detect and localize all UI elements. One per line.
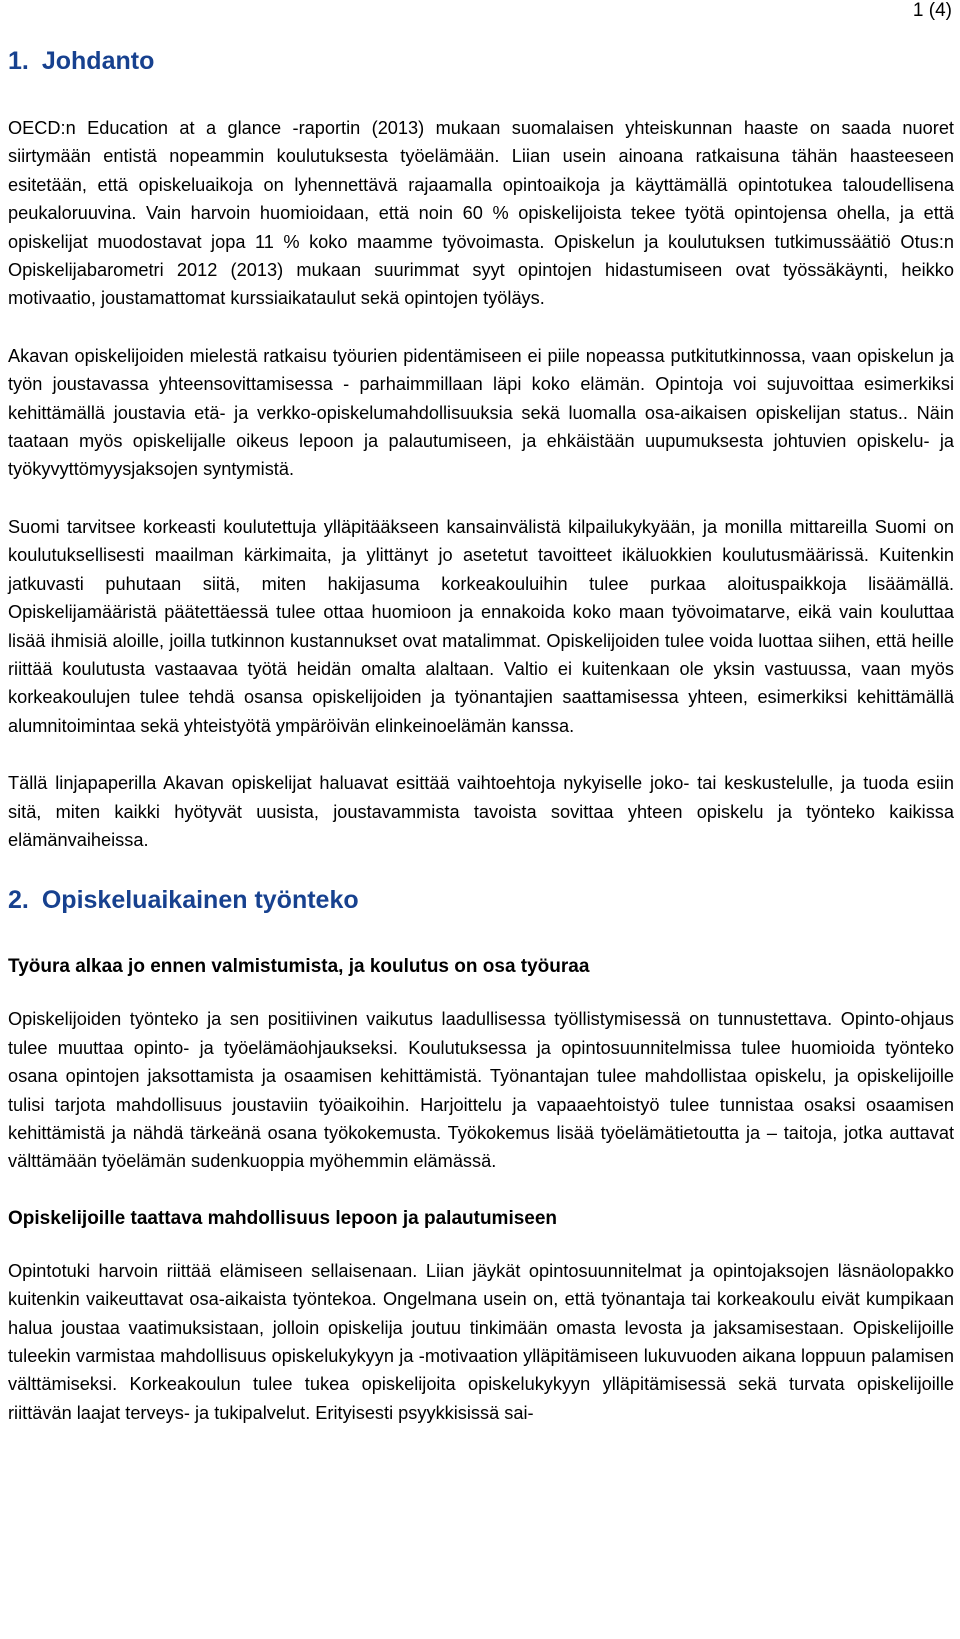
paragraph: OECD:n Education at a glance -raportin (2013) mukaan suomalaisen yhteiskunnan haaste on saada nuoret siirtymään entistä nopeammin koulutuksesta työelämään. Liian usein ainoana ratkaisuna tähän haasteeseen esitetään, että opiskeluaikoja on lyhennettävä rajaamalla opintoaikoja ja käyttämällä opintotukea taloudellisena peukaloruuvina. Vain harvoin huomioidaan, että noin 60 % opiskelijoista tekee työtä opintojensa ohella, ja että opiskelijat muodostavat jopa 11 % koko maamme työvoimasta. Opiskelun ja koulutuksen tutkimussäätiö Otus:n Opiskelijabarometri 2012 (2013) mukaan suurimmat syyt opintojen hidastumiseen ovat työssäkäynti, heikko motivaatio, joustamattomat kurssiaikataulut sekä opintojen työläys. [8,118,954,309]
paragraph: Tällä linjapaperilla Akavan opiskelijat haluavat esittää vaihtoehtoja nykyiselle joko- tai keskustelulle, ja tuoda esiin sitä, miten kaikki hyötyvät uusista, joustavammista tavoista sovittaa yhteen opiskelu ja työnteko kaikissa elämänvaiheissa. [8,773,954,850]
section-heading-opiskeluaikainen-tyonteko [8,883,954,917]
page-number: 1 (4) [912,0,952,21]
paragraph: Akavan opiskelijoiden mielestä ratkaisu työurien pidentämiseen ei piile nopeassa putkitutkinnossa, vaan opiskelun ja työn joustavassa yhteensovittamisessa - parhaimmillaan läpi koko elämän. Opintoja voi sujuvoittaa esimerkiksi kehittämällä joustavia etä- ja verkko-opiskelumahdollisuuksia sekä luomalla osa-aikaisen opiskelijan status.. Näin taataan myös opiskelijalle oikeus lepoon ja palautumiseen, ja ehkäistään uupumuksesta johtuvien opiskelu- ja työkyvyttömyysjaksojen syntymistä. [8,345,954,480]
document-body [8,44,954,1427]
section-heading-johdanto [8,44,954,78]
paragraph: Opintotuki harvoin riittää elämiseen sellaisenaan. Liian jäykät opintosuunnitelmat ja opintojaksojen läsnäolopakko kuitenkin vaikeuttavat osa-aikaista työntekoa. Ongelmana usein on, että työnantaja tai korkeakoulu eivät kumpikaan halua joustaa vaatimuksistaan, jolloin opiskelija joutuu tinkimään omasta levosta ja jaksamisestaan. Opiskelijoille tuleekin varmistaa mahdollisuus opiskelukykyyn ja -motivaation ylläpitämiseen lukuvuoden aikana loppuun palamisen välttämiseksi. Korkeakoulun tulee tukea opiskelijoita opiskelukykyyn ylläpitämisessä sekä turvata opiskelijoille riittävän laajat terveys- ja tukipalvelut. Erityisesti psyykkisissä sai- [8,1260,954,1423]
subsection-heading: Opiskelijoille taattava mahdollisuus lepoon ja palautumiseen [8,1207,558,1229]
section-number: 1. [8,47,29,75]
section-number: 2. [8,886,29,915]
paragraph: Suomi tarvitsee korkeasti koulutettuja ylläpitääkseen kansainvälistä kilpailukykyään, ja monilla mittareilla Suomi on koulutuksellisesti maailman kärkimaita, ja ylittänyt jo asetetut tavoitteet ikäluokkien koulutusmäärissä. Kuitenkin jatkuvasti puhutaan siitä, miten hakijasuma korkeakouluihin tulee purkaa aloituspaikkoja lisäämällä. Opiskelijamääristä päätettäessä tulee ottaa huomioon ja ennakoida koko maan työvoimatarve, eikä vain kouluttaa lisää ihmisiä aloille, joilla tutkinnon kustannukset ovat matalimmat. Opiskelijoiden tulee voida luottaa siihen, että heille riittää koulutusta vastaavaa työtä heidän omalta alaltaan. Valtio ei kuitenkaan ole yksin vastuussa, vaan myös korkeakoulujen tulee tehdä osansa opiskelijoiden ja työnantajien saattamisessa yhteen, esimerkiksi kehittämällä alumnitoimintaa sekä yhteistyötä ympäröivän elinkeinoelämän kanssa. [8,516,954,736]
section-title: Johdanto [41,47,155,75]
subsection-heading: Työura alkaa jo ennen valmistumista, ja koulutus on osa työuraa [8,956,590,978]
paragraph: Opiskelijoiden työnteko ja sen positiivinen vaikutus laadullisessa työllistymisessä on tunnustettava. Opinto-ohjaus tulee muuttaa opinto- ja työelämäohjaukseksi. Koulutuksessa ja opintosuunnitelmissa tulee huomioida työnteko osana opintojen jaksottamista ja osaamisen kehittämistä. Työnantajan tulee mahdollistaa opiskelu, ja opiskelijoille tulisi tarjota mahdollisuus joustaviin työaikoihin. Harjoittelu ja vapaaehtoistyö tulee tunnistaa osaksi osaamisen kehittämistä ja nähdä tärkeänä osana työkokemusta. Työkokemus lisää työelämätietoutta ja – taitoja, jotka auttavat välttämään työelämän sudenkuoppia myöhemmin elämässä. [8,1009,954,1172]
section-title: Opiskeluaikainen työnteko [41,886,359,915]
